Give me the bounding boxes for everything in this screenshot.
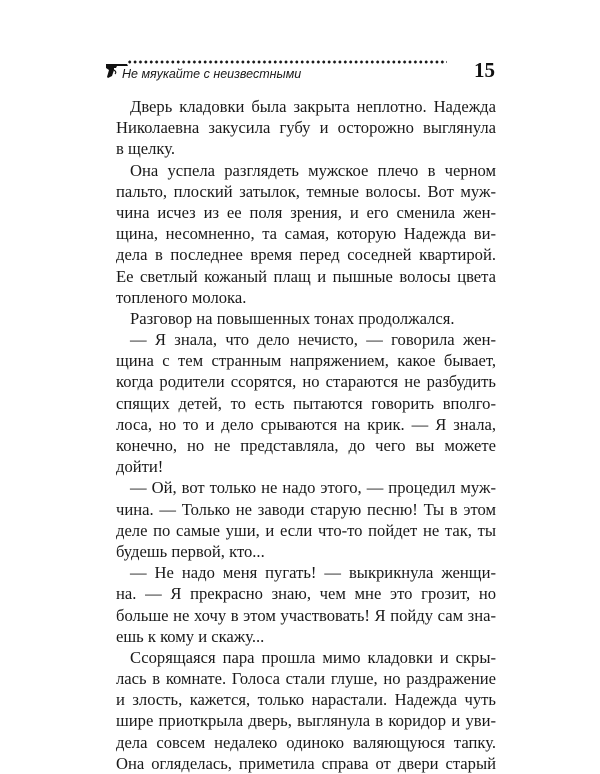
- series-title: Не мяукайте с неизвестными: [122, 67, 302, 81]
- text-line: спящих детей, то есть пытаются говорить вполго-: [116, 393, 496, 413]
- text-line: шире приоткрыла дверь, выглянула в коридор и уви-: [116, 711, 496, 731]
- text-line: дойти!: [116, 457, 164, 477]
- text-line: дела в последнее время перед соседней квартирой.: [116, 245, 496, 265]
- text-line: конечно, но не представляла, до чего вы можете: [116, 436, 496, 455]
- text-line: чина. — Только не заводи старую песню! Ты в этом: [116, 499, 496, 519]
- text-line: щина, несомненно, та самая, которую Надежда ви-: [116, 224, 496, 244]
- text-line: Она успела разглядеть мужское плечо в черном: [130, 160, 496, 180]
- text-line: ешь к кому и скажу...: [116, 626, 265, 646]
- text-line: в щелку.: [116, 139, 176, 159]
- text-line: дела совсем недалеко одиноко валяющуюся тапку.: [116, 732, 496, 752]
- text-line: — Не надо меня пугать! — выкрикнула женщи-: [130, 563, 496, 583]
- text-line: лоса, но то и дело срываются на крик. — Я знала,: [116, 414, 496, 434]
- text-line: и злость, кажется, только нарастали. Надежда чуть: [116, 690, 496, 710]
- running-header: [105, 56, 497, 90]
- text-line: — Ой, вот только не надо этого, — процедил муж-: [130, 478, 496, 498]
- body-text: [116, 96, 496, 774]
- text-line: лась в комнате. Голоса стали глуше, но раздражение: [116, 669, 496, 689]
- text-line: Дверь кладовки была закрыта неплотно. Надежда: [130, 97, 496, 116]
- text-line: чина исчез из ее поля зрения, и его сменила жен-: [116, 202, 496, 222]
- text-line: Николаевна закусила губу и осторожно выглянула: [116, 118, 496, 138]
- text-line: Разговор на повышенных тонах продолжался.: [130, 308, 455, 328]
- text-line: больше не хочу в этом участвовать! Я пойду сам зна-: [116, 605, 496, 625]
- text-line: Она огляделась, приметила справа от двери старый: [116, 753, 496, 773]
- text-line: Ее светлый кожаный плащ и пышные волосы цвета: [116, 266, 496, 286]
- text-line: Ссорящаяся пара прошла мимо кладовки и скры-: [130, 647, 496, 667]
- text-line: пальто, плоский затылок, темные волосы. Вот муж-: [116, 181, 496, 201]
- text-line: топленого молока.: [116, 287, 247, 307]
- text-line: деле по самые уши, и если что-то пойдет не так, ты: [116, 520, 496, 540]
- text-line: будешь первой, кто...: [116, 541, 265, 561]
- dotted-rule: [127, 60, 447, 64]
- text-line: когда родители ссорятся, но стараются не разбудить: [116, 372, 496, 392]
- text-line: на. — Я прекрасно знаю, чем мне это грозит, но: [116, 584, 496, 604]
- page-number: 15: [474, 58, 495, 82]
- text-line: — Я знала, что дело нечисто, — говорила жен-: [130, 330, 496, 350]
- text-line: щина с тем странным напряжением, какое бывает,: [116, 351, 496, 371]
